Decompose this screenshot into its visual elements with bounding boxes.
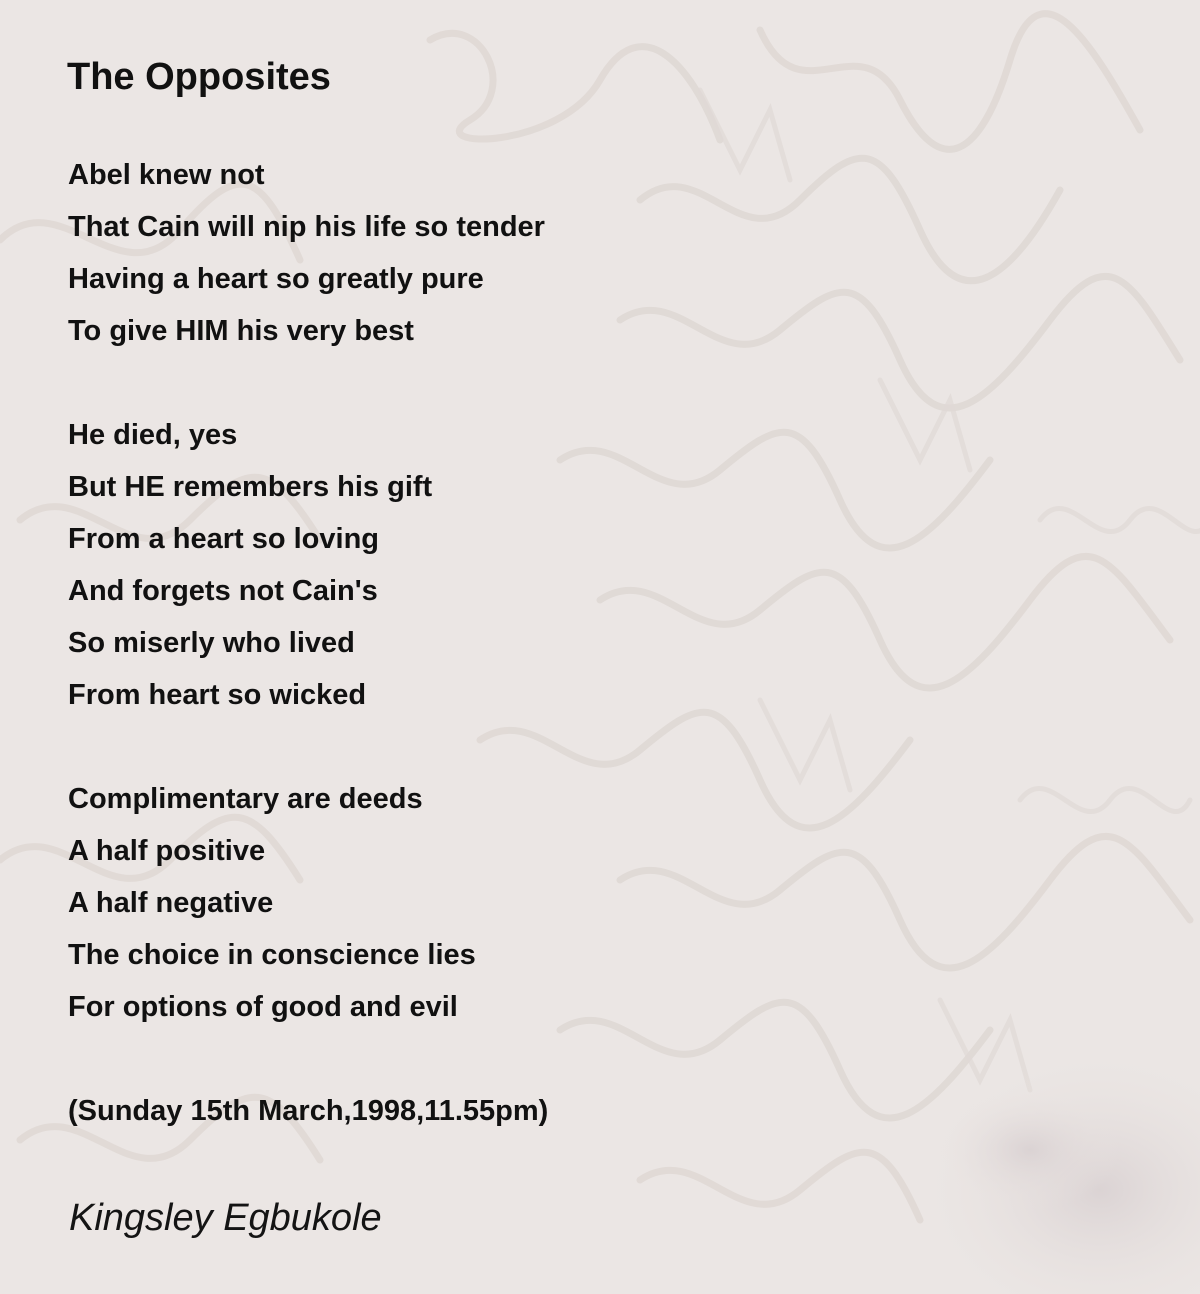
poem-line: A half negative bbox=[68, 887, 274, 919]
poem-date-note: (Sunday 15th March,1998,11.55pm) bbox=[68, 1095, 549, 1127]
poem-line: Having a heart so greatly pure bbox=[68, 263, 484, 295]
poem-line: For options of good and evil bbox=[68, 991, 458, 1023]
poem-line: A half positive bbox=[68, 835, 266, 867]
poem-author: Kingsley Egbukole bbox=[69, 1197, 382, 1239]
poem-line: From heart so wicked bbox=[68, 679, 367, 711]
poem-line: And forgets not Cain's bbox=[68, 575, 378, 607]
poem-line: So miserly who lived bbox=[68, 627, 355, 659]
poem-line: The choice in conscience lies bbox=[68, 939, 476, 971]
poem-line: Abel knew not bbox=[68, 159, 265, 191]
poem-line: He died, yes bbox=[68, 419, 238, 451]
poem-line: That Cain will nip his life so tender bbox=[68, 211, 545, 243]
poem-line: From a heart so loving bbox=[68, 523, 379, 555]
poem-title: The Opposites bbox=[67, 56, 331, 98]
poem-line: Complimentary are deeds bbox=[68, 783, 423, 815]
poem-line: To give HIM his very best bbox=[68, 315, 414, 347]
poem-line: But HE remembers his gift bbox=[68, 471, 433, 503]
